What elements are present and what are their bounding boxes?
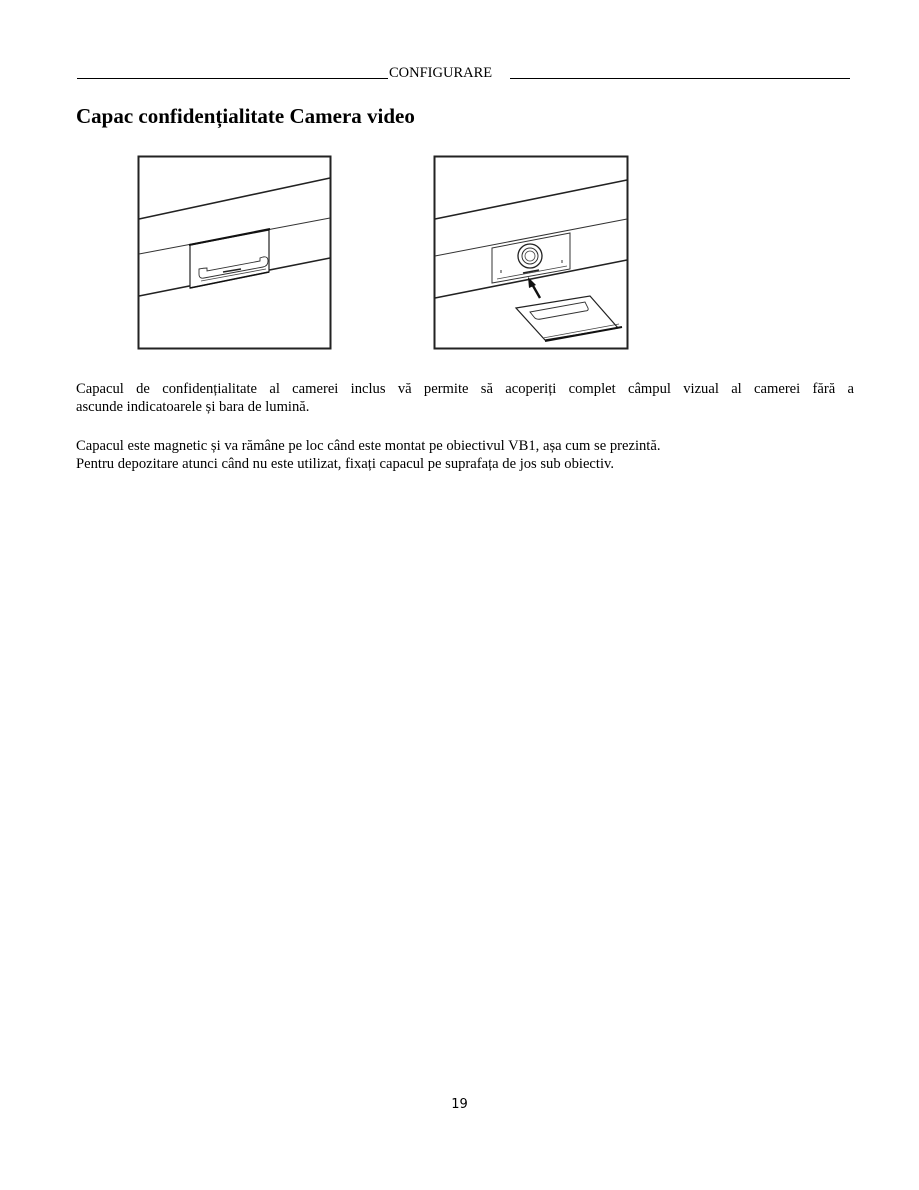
page-number: 19 (451, 1097, 468, 1112)
page-title: Capac confidențialitate Camera video (76, 104, 415, 128)
figure-cover-removed (433, 155, 629, 350)
header-rule-right (510, 78, 850, 79)
section-label: CONFIGURARE (389, 65, 493, 81)
camera-cover-mounted-illustration (137, 155, 332, 350)
header-rule-left (77, 78, 388, 79)
camera-cover-removed-illustration (433, 155, 629, 350)
running-header (77, 67, 850, 81)
paragraph-usage-line-2: Pentru depozitare atunci când nu este utilizat, fixați capacul pe suprafața de jos sub obiectiv. (76, 456, 615, 472)
paragraph-intro-line-2: ascunde indicatoarele și bara de lumină. (76, 399, 310, 415)
paragraph-intro (76, 380, 854, 416)
paragraph-usage (76, 437, 854, 473)
paragraph-intro-line-1: Capacul de confidențialitate al camerei inclus vă permite să acoperiți complet câmpul vizual al camerei fără a (76, 381, 854, 397)
figure-cover-mounted (137, 155, 332, 350)
paragraph-usage-line-1: Capacul este magnetic și va rămâne pe loc când este montat pe obiectivul VB1, așa cum se prezintă. (76, 438, 661, 454)
